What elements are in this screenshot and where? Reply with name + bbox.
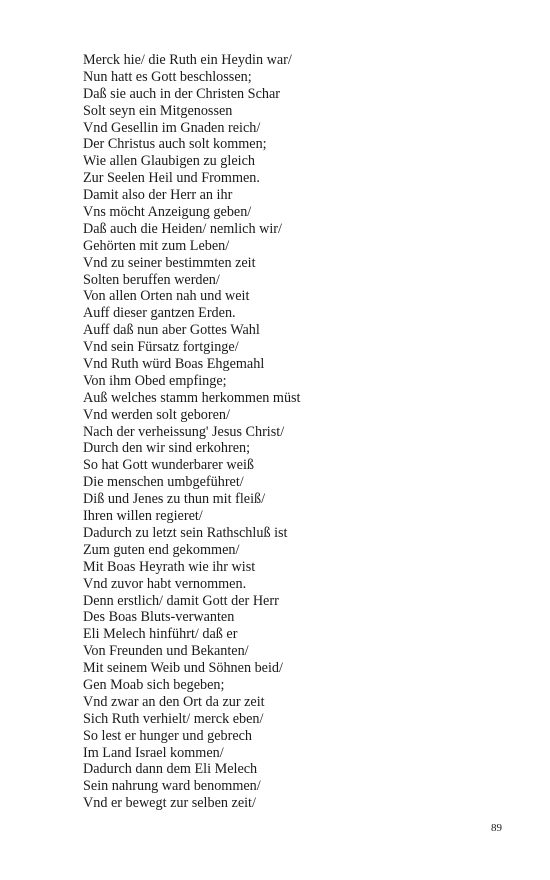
poem-line: Von Freunden und Bekanten/	[83, 643, 249, 660]
poem-text	[83, 52, 301, 812]
poem-line: Dadurch zu letzt sein Rathschluß ist	[83, 524, 288, 541]
poem-line: Der Christus auch solt kommen;	[83, 136, 267, 153]
poem-line: Sich Ruth verhielt/ merck eben/	[83, 710, 264, 727]
poem-line: Ihren willen regieret/	[83, 508, 203, 525]
poem-line: Gehörten mit zum Leben/	[83, 237, 230, 254]
poem-line: Solten beruffen werden/	[83, 271, 220, 288]
poem-line: Auff daß nun aber Gottes Wahl	[83, 322, 260, 339]
poem-line: Vnd zwar an den Ort da zur zeit	[83, 693, 265, 710]
poem-line: Dadurch dann dem Eli Melech	[83, 761, 258, 778]
poem-line: Des Boas Bluts-verwanten	[83, 609, 235, 626]
poem-line: Nach der verheissung' Jesus Christ/	[83, 423, 285, 440]
poem-line: Zur Seelen Heil und Frommen.	[83, 170, 260, 187]
poem-line: Auß welches stamm herkommen müst	[83, 389, 301, 406]
poem-line: So lest er hunger und gebrech	[83, 727, 253, 744]
poem-line: Mit Boas Heyrath wie ihr wist	[83, 558, 256, 575]
poem-line: Solt seyn ein Mitgenossen	[83, 102, 233, 119]
poem-line: Mit seinem Weib und Söhnen beid/	[83, 660, 283, 677]
poem-line: Merck hie/ die Ruth ein Heydin war/	[83, 52, 292, 68]
poem-line: Vnd Ruth würd Boas Ehgemahl	[83, 356, 265, 373]
poem-line: Vnd zuvor habt vernommen.	[83, 575, 247, 592]
poem-line: Vnd er bewegt zur selben zeit/	[83, 795, 256, 812]
poem-line: Im Land Israel kommen/	[83, 744, 224, 761]
poem-line: Vns möcht Anzeigung geben/	[83, 204, 252, 221]
poem-line: Von ihm Obed empfinge;	[83, 372, 227, 389]
poem-line: Diß und Jenes zu thun mit fleiß/	[83, 491, 266, 508]
poem-line: Vnd werden solt geboren/	[83, 406, 230, 423]
poem-line: Denn erstlich/ damit Gott der Herr	[83, 592, 279, 609]
page-number: 89	[491, 822, 502, 834]
poem-line: Die menschen umbgeführet/	[83, 474, 244, 491]
poem-line: Damit also der Herr an ihr	[83, 187, 233, 204]
poem-line: Eli Melech hinführt/ daß er	[83, 626, 238, 643]
poem-line: Zum guten end gekommen/	[83, 541, 240, 558]
poem-line: Wie allen Glaubigen zu gleich	[83, 153, 255, 170]
poem-line: Von allen Orten nah und weit	[83, 288, 250, 305]
poem-line: Vnd Gesellin im Gnaden reich/	[83, 119, 261, 136]
poem-line: So hat Gott wunderbarer weiß	[83, 457, 254, 474]
poem-line: Daß auch die Heiden/ nemlich wir/	[83, 220, 282, 237]
poem-line: Vnd sein Fürsatz fortginge/	[83, 339, 239, 356]
poem-line: Sein nahrung ward benommen/	[83, 778, 261, 795]
poem-line: Nun hatt es Gott beschlossen;	[83, 68, 252, 85]
poem-line: Durch den wir sind erkohren;	[83, 440, 251, 457]
poem-line: Gen Moab sich begeben;	[83, 676, 225, 693]
poem-line: Daß sie auch in der Christen Schar	[83, 85, 280, 102]
poem-line: Auff dieser gantzen Erden.	[83, 305, 236, 322]
poem-line: Vnd zu seiner bestimmten zeit	[83, 254, 256, 271]
